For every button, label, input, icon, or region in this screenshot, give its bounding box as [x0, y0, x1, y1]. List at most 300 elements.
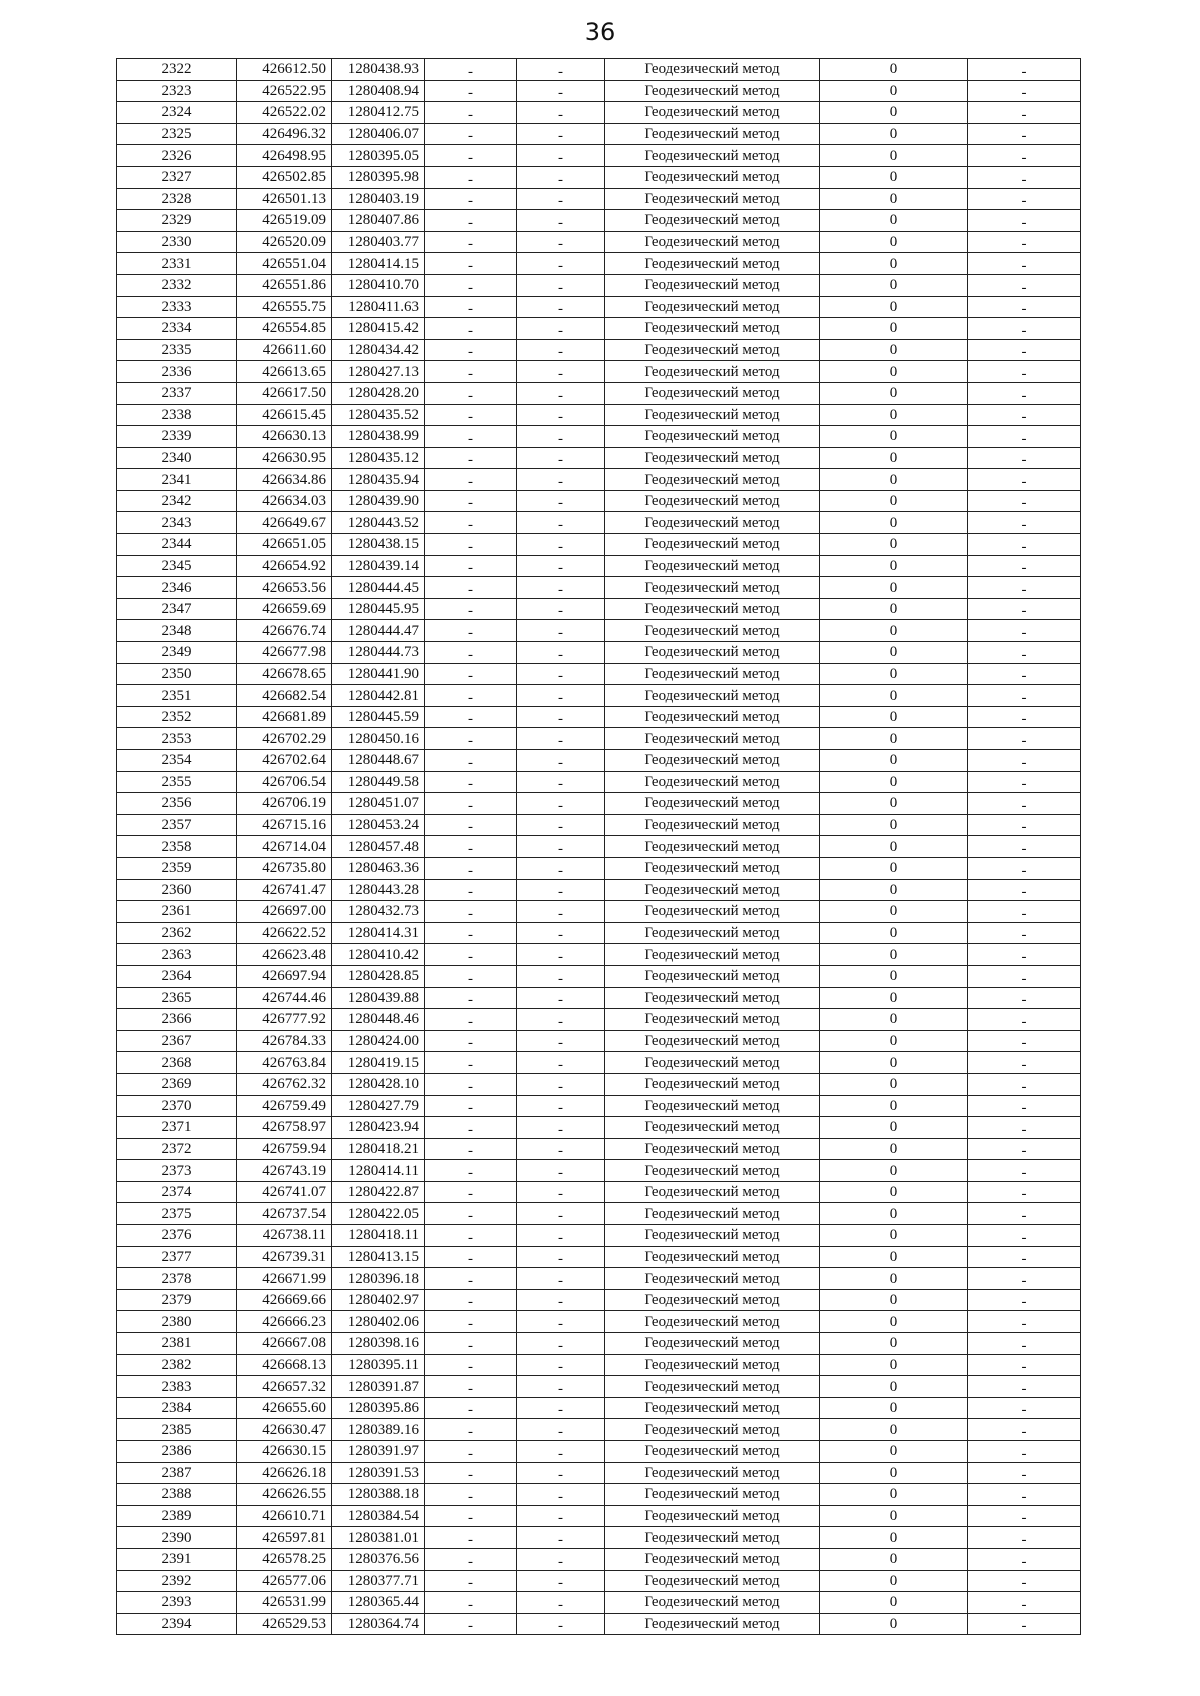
coordinate-y-cell: 1280457.48 [332, 836, 425, 858]
point-number-cell: 2323 [117, 80, 237, 102]
table-row [117, 1246, 1081, 1268]
dash-cell: - [968, 59, 1081, 81]
method-cell: Геодезический метод [605, 59, 820, 81]
dash-cell: - [425, 685, 517, 707]
method-cell: Геодезический метод [605, 750, 820, 772]
dash-cell: - [968, 1138, 1081, 1160]
method-cell: Геодезический метод [605, 1527, 820, 1549]
dash-cell: - [517, 231, 605, 253]
coordinate-x-cell: 426743.19 [237, 1160, 332, 1182]
accuracy-cell: 0 [820, 1009, 968, 1031]
point-number-cell: 2387 [117, 1462, 237, 1484]
dash-cell: - [517, 771, 605, 793]
method-cell: Геодезический метод [605, 1009, 820, 1031]
point-number-cell: 2359 [117, 857, 237, 879]
dash-cell: - [425, 987, 517, 1009]
coordinate-y-cell: 1280435.94 [332, 469, 425, 491]
coordinate-y-cell: 1280418.11 [332, 1225, 425, 1247]
coordinate-x-cell: 426555.75 [237, 296, 332, 318]
accuracy-cell: 0 [820, 987, 968, 1009]
table-row [117, 922, 1081, 944]
table-row [117, 253, 1081, 275]
dash-cell: - [425, 879, 517, 901]
coordinate-x-cell: 426496.32 [237, 123, 332, 145]
coordinate-x-cell: 426676.74 [237, 620, 332, 642]
coordinate-y-cell: 1280376.56 [332, 1548, 425, 1570]
coordinate-y-cell: 1280381.01 [332, 1527, 425, 1549]
dash-cell: - [517, 253, 605, 275]
coordinate-x-cell: 426677.98 [237, 642, 332, 664]
dash-cell: - [425, 1527, 517, 1549]
accuracy-cell: 0 [820, 728, 968, 750]
coordinate-x-cell: 426739.31 [237, 1246, 332, 1268]
coordinate-y-cell: 1280406.07 [332, 123, 425, 145]
point-number-cell: 2329 [117, 210, 237, 232]
accuracy-cell: 0 [820, 620, 968, 642]
dash-cell: - [425, 642, 517, 664]
dash-cell: - [425, 490, 517, 512]
dash-cell: - [517, 598, 605, 620]
accuracy-cell: 0 [820, 361, 968, 383]
method-cell: Геодезический метод [605, 490, 820, 512]
dash-cell: - [425, 1117, 517, 1139]
coordinate-y-cell: 1280422.05 [332, 1203, 425, 1225]
dash-cell: - [517, 1376, 605, 1398]
method-cell: Геодезический метод [605, 901, 820, 923]
dash-cell: - [517, 1441, 605, 1463]
point-number-cell: 2389 [117, 1505, 237, 1527]
dash-cell: - [968, 620, 1081, 642]
point-number-cell: 2382 [117, 1354, 237, 1376]
point-number-cell: 2331 [117, 253, 237, 275]
table-row [117, 944, 1081, 966]
dash-cell: - [425, 1009, 517, 1031]
accuracy-cell: 0 [820, 80, 968, 102]
coordinate-x-cell: 426612.50 [237, 59, 332, 81]
dash-cell: - [517, 1570, 605, 1592]
table-row [117, 1354, 1081, 1376]
method-cell: Геодезический метод [605, 1138, 820, 1160]
method-cell: Геодезический метод [605, 1311, 820, 1333]
dash-cell: - [425, 469, 517, 491]
table-row [117, 339, 1081, 361]
coordinate-x-cell: 426758.97 [237, 1117, 332, 1139]
point-number-cell: 2351 [117, 685, 237, 707]
point-number-cell: 2391 [117, 1548, 237, 1570]
dash-cell: - [425, 404, 517, 426]
method-cell: Геодезический метод [605, 1505, 820, 1527]
dash-cell: - [968, 296, 1081, 318]
coordinate-y-cell: 1280445.95 [332, 598, 425, 620]
dash-cell: - [425, 1613, 517, 1635]
dash-cell: - [425, 1289, 517, 1311]
dash-cell: - [968, 1548, 1081, 1570]
accuracy-cell: 0 [820, 857, 968, 879]
dash-cell: - [517, 965, 605, 987]
dash-cell: - [517, 1117, 605, 1139]
coordinate-y-cell: 1280423.94 [332, 1117, 425, 1139]
method-cell: Геодезический метод [605, 1376, 820, 1398]
dash-cell: - [517, 59, 605, 81]
table-row [117, 901, 1081, 923]
accuracy-cell: 0 [820, 339, 968, 361]
dash-cell: - [425, 188, 517, 210]
coordinate-y-cell: 1280443.52 [332, 512, 425, 534]
dash-cell: - [968, 231, 1081, 253]
method-cell: Геодезический метод [605, 1441, 820, 1463]
point-number-cell: 2364 [117, 965, 237, 987]
coordinate-y-cell: 1280442.81 [332, 685, 425, 707]
dash-cell: - [968, 1268, 1081, 1290]
coordinate-x-cell: 426623.48 [237, 944, 332, 966]
table-row [117, 145, 1081, 167]
coordinate-x-cell: 426501.13 [237, 188, 332, 210]
point-number-cell: 2372 [117, 1138, 237, 1160]
coordinate-x-cell: 426630.47 [237, 1419, 332, 1441]
dash-cell: - [968, 555, 1081, 577]
dash-cell: - [425, 1203, 517, 1225]
dash-cell: - [425, 1095, 517, 1117]
method-cell: Геодезический метод [605, 1181, 820, 1203]
dash-cell: - [968, 1073, 1081, 1095]
dash-cell: - [517, 944, 605, 966]
accuracy-cell: 0 [820, 598, 968, 620]
dash-cell: - [517, 123, 605, 145]
dash-cell: - [517, 836, 605, 858]
point-number-cell: 2356 [117, 793, 237, 815]
dash-cell: - [968, 512, 1081, 534]
table-row [117, 1397, 1081, 1419]
accuracy-cell: 0 [820, 274, 968, 296]
point-number-cell: 2353 [117, 728, 237, 750]
table-row [117, 1289, 1081, 1311]
table-row [117, 1203, 1081, 1225]
table-row [117, 1117, 1081, 1139]
point-number-cell: 2367 [117, 1030, 237, 1052]
table-row [117, 965, 1081, 987]
coordinate-y-cell: 1280395.05 [332, 145, 425, 167]
method-cell: Геодезический метод [605, 620, 820, 642]
accuracy-cell: 0 [820, 1354, 968, 1376]
dash-cell: - [517, 750, 605, 772]
coordinate-y-cell: 1280395.98 [332, 166, 425, 188]
table-row [117, 469, 1081, 491]
point-number-cell: 2394 [117, 1613, 237, 1635]
coordinate-x-cell: 426577.06 [237, 1570, 332, 1592]
point-number-cell: 2348 [117, 620, 237, 642]
accuracy-cell: 0 [820, 426, 968, 448]
dash-cell: - [425, 1225, 517, 1247]
coordinate-y-cell: 1280451.07 [332, 793, 425, 815]
table-row [117, 382, 1081, 404]
table-row [117, 857, 1081, 879]
dash-cell: - [517, 339, 605, 361]
coordinate-x-cell: 426759.49 [237, 1095, 332, 1117]
coordinate-y-cell: 1280414.31 [332, 922, 425, 944]
dash-cell: - [517, 145, 605, 167]
dash-cell: - [968, 965, 1081, 987]
dash-cell: - [968, 447, 1081, 469]
accuracy-cell: 0 [820, 814, 968, 836]
dash-cell: - [968, 944, 1081, 966]
dash-cell: - [425, 1246, 517, 1268]
table-row [117, 879, 1081, 901]
coordinate-y-cell: 1280428.20 [332, 382, 425, 404]
coordinate-y-cell: 1280438.93 [332, 59, 425, 81]
coordinate-y-cell: 1280403.19 [332, 188, 425, 210]
point-number-cell: 2390 [117, 1527, 237, 1549]
coordinate-x-cell: 426630.13 [237, 426, 332, 448]
point-number-cell: 2377 [117, 1246, 237, 1268]
dash-cell: - [425, 706, 517, 728]
coordinate-y-cell: 1280398.16 [332, 1333, 425, 1355]
method-cell: Геодезический метод [605, 555, 820, 577]
dash-cell: - [968, 922, 1081, 944]
point-number-cell: 2344 [117, 534, 237, 556]
dash-cell: - [425, 771, 517, 793]
dash-cell: - [968, 123, 1081, 145]
point-number-cell: 2358 [117, 836, 237, 858]
table-row [117, 1268, 1081, 1290]
dash-cell: - [968, 253, 1081, 275]
dash-cell: - [517, 1138, 605, 1160]
dash-cell: - [968, 339, 1081, 361]
coordinate-y-cell: 1280418.21 [332, 1138, 425, 1160]
table-row [117, 1181, 1081, 1203]
dash-cell: - [425, 793, 517, 815]
accuracy-cell: 0 [820, 188, 968, 210]
dash-cell: - [425, 123, 517, 145]
dash-cell: - [517, 447, 605, 469]
dash-cell: - [517, 296, 605, 318]
method-cell: Геодезический метод [605, 210, 820, 232]
dash-cell: - [517, 620, 605, 642]
coordinate-y-cell: 1280427.79 [332, 1095, 425, 1117]
dash-cell: - [968, 879, 1081, 901]
coordinate-y-cell: 1280410.42 [332, 944, 425, 966]
table-row [117, 1527, 1081, 1549]
dash-cell: - [425, 1484, 517, 1506]
dash-cell: - [517, 1073, 605, 1095]
coordinate-y-cell: 1280403.77 [332, 231, 425, 253]
dash-cell: - [968, 793, 1081, 815]
coordinate-y-cell: 1280396.18 [332, 1268, 425, 1290]
dash-cell: - [425, 231, 517, 253]
dash-cell: - [425, 620, 517, 642]
coordinate-x-cell: 426669.66 [237, 1289, 332, 1311]
method-cell: Геодезический метод [605, 944, 820, 966]
dash-cell: - [425, 857, 517, 879]
coordinate-x-cell: 426762.32 [237, 1073, 332, 1095]
coordinate-y-cell: 1280407.86 [332, 210, 425, 232]
method-cell: Геодезический метод [605, 728, 820, 750]
point-number-cell: 2388 [117, 1484, 237, 1506]
dash-cell: - [517, 1052, 605, 1074]
dash-cell: - [968, 1354, 1081, 1376]
dash-cell: - [968, 426, 1081, 448]
coordinate-y-cell: 1280439.90 [332, 490, 425, 512]
table-row [117, 1570, 1081, 1592]
dash-cell: - [517, 1527, 605, 1549]
dash-cell: - [425, 1073, 517, 1095]
accuracy-cell: 0 [820, 1030, 968, 1052]
method-cell: Геодезический метод [605, 145, 820, 167]
coordinate-x-cell: 426634.03 [237, 490, 332, 512]
point-number-cell: 2380 [117, 1311, 237, 1333]
method-cell: Геодезический метод [605, 836, 820, 858]
accuracy-cell: 0 [820, 706, 968, 728]
point-number-cell: 2349 [117, 642, 237, 664]
method-cell: Геодезический метод [605, 1160, 820, 1182]
point-number-cell: 2327 [117, 166, 237, 188]
method-cell: Геодезический метод [605, 1548, 820, 1570]
dash-cell: - [517, 512, 605, 534]
accuracy-cell: 0 [820, 1527, 968, 1549]
method-cell: Геодезический метод [605, 1484, 820, 1506]
method-cell: Геодезический метод [605, 361, 820, 383]
dash-cell: - [968, 361, 1081, 383]
coordinate-y-cell: 1280411.63 [332, 296, 425, 318]
table-row [117, 166, 1081, 188]
dash-cell: - [517, 1030, 605, 1052]
method-cell: Геодезический метод [605, 512, 820, 534]
coordinate-x-cell: 426655.60 [237, 1397, 332, 1419]
dash-cell: - [968, 642, 1081, 664]
point-number-cell: 2370 [117, 1095, 237, 1117]
point-number-cell: 2373 [117, 1160, 237, 1182]
dash-cell: - [968, 274, 1081, 296]
dash-cell: - [968, 1225, 1081, 1247]
coordinate-x-cell: 426630.15 [237, 1441, 332, 1463]
accuracy-cell: 0 [820, 1138, 968, 1160]
table-row [117, 1548, 1081, 1570]
coordinate-y-cell: 1280408.94 [332, 80, 425, 102]
coordinate-y-cell: 1280441.90 [332, 663, 425, 685]
method-cell: Геодезический метод [605, 1613, 820, 1635]
table-row [117, 1225, 1081, 1247]
coordinate-y-cell: 1280419.15 [332, 1052, 425, 1074]
dash-cell: - [425, 814, 517, 836]
dash-cell: - [968, 706, 1081, 728]
coordinate-y-cell: 1280438.99 [332, 426, 425, 448]
point-number-cell: 2365 [117, 987, 237, 1009]
coordinate-y-cell: 1280424.00 [332, 1030, 425, 1052]
dash-cell: - [968, 534, 1081, 556]
coordinate-x-cell: 426714.04 [237, 836, 332, 858]
dash-cell: - [425, 1441, 517, 1463]
accuracy-cell: 0 [820, 404, 968, 426]
point-number-cell: 2330 [117, 231, 237, 253]
coordinate-y-cell: 1280384.54 [332, 1505, 425, 1527]
dash-cell: - [425, 598, 517, 620]
dash-cell: - [517, 1354, 605, 1376]
coordinate-y-cell: 1280391.53 [332, 1462, 425, 1484]
dash-cell: - [968, 685, 1081, 707]
dash-cell: - [517, 1505, 605, 1527]
method-cell: Геодезический метод [605, 1289, 820, 1311]
accuracy-cell: 0 [820, 447, 968, 469]
coordinate-x-cell: 426763.84 [237, 1052, 332, 1074]
dash-cell: - [968, 1095, 1081, 1117]
method-cell: Геодезический метод [605, 663, 820, 685]
method-cell: Геодезический метод [605, 188, 820, 210]
dash-cell: - [517, 728, 605, 750]
dash-cell: - [425, 166, 517, 188]
dash-cell: - [517, 404, 605, 426]
method-cell: Геодезический метод [605, 404, 820, 426]
dash-cell: - [425, 534, 517, 556]
dash-cell: - [968, 1030, 1081, 1052]
dash-cell: - [968, 210, 1081, 232]
coordinate-y-cell: 1280435.52 [332, 404, 425, 426]
coordinate-x-cell: 426519.09 [237, 210, 332, 232]
method-cell: Геодезический метод [605, 318, 820, 340]
dash-cell: - [517, 814, 605, 836]
coordinate-x-cell: 426682.54 [237, 685, 332, 707]
method-cell: Геодезический метод [605, 296, 820, 318]
dash-cell: - [517, 318, 605, 340]
method-cell: Геодезический метод [605, 1462, 820, 1484]
dash-cell: - [517, 1397, 605, 1419]
point-number-cell: 2374 [117, 1181, 237, 1203]
coordinate-x-cell: 426626.55 [237, 1484, 332, 1506]
coordinate-x-cell: 426610.71 [237, 1505, 332, 1527]
accuracy-cell: 0 [820, 1484, 968, 1506]
coordinate-x-cell: 426777.92 [237, 1009, 332, 1031]
dash-cell: - [517, 166, 605, 188]
dash-cell: - [517, 1311, 605, 1333]
coordinates-table [116, 58, 1081, 1635]
dash-cell: - [425, 728, 517, 750]
accuracy-cell: 0 [820, 879, 968, 901]
coordinate-x-cell: 426697.00 [237, 901, 332, 923]
point-number-cell: 2338 [117, 404, 237, 426]
coordinate-x-cell: 426622.52 [237, 922, 332, 944]
point-number-cell: 2368 [117, 1052, 237, 1074]
point-number-cell: 2360 [117, 879, 237, 901]
point-number-cell: 2362 [117, 922, 237, 944]
dash-cell: - [517, 210, 605, 232]
coordinate-y-cell: 1280434.42 [332, 339, 425, 361]
dash-cell: - [425, 836, 517, 858]
dash-cell: - [968, 728, 1081, 750]
point-number-cell: 2378 [117, 1268, 237, 1290]
accuracy-cell: 0 [820, 555, 968, 577]
coordinate-x-cell: 426706.19 [237, 793, 332, 815]
dash-cell: - [425, 512, 517, 534]
point-number-cell: 2383 [117, 1376, 237, 1398]
table-row [117, 296, 1081, 318]
coordinate-x-cell: 426626.18 [237, 1462, 332, 1484]
method-cell: Геодезический метод [605, 577, 820, 599]
dash-cell: - [517, 469, 605, 491]
coordinate-x-cell: 426502.85 [237, 166, 332, 188]
coordinate-x-cell: 426735.80 [237, 857, 332, 879]
point-number-cell: 2379 [117, 1289, 237, 1311]
table-row [117, 512, 1081, 534]
accuracy-cell: 0 [820, 102, 968, 124]
coordinate-x-cell: 426578.25 [237, 1548, 332, 1570]
dash-cell: - [517, 879, 605, 901]
table-row [117, 1441, 1081, 1463]
accuracy-cell: 0 [820, 296, 968, 318]
method-cell: Геодезический метод [605, 274, 820, 296]
coordinate-y-cell: 1280449.58 [332, 771, 425, 793]
point-number-cell: 2337 [117, 382, 237, 404]
coordinate-y-cell: 1280428.85 [332, 965, 425, 987]
dash-cell: - [425, 426, 517, 448]
dash-cell: - [517, 922, 605, 944]
